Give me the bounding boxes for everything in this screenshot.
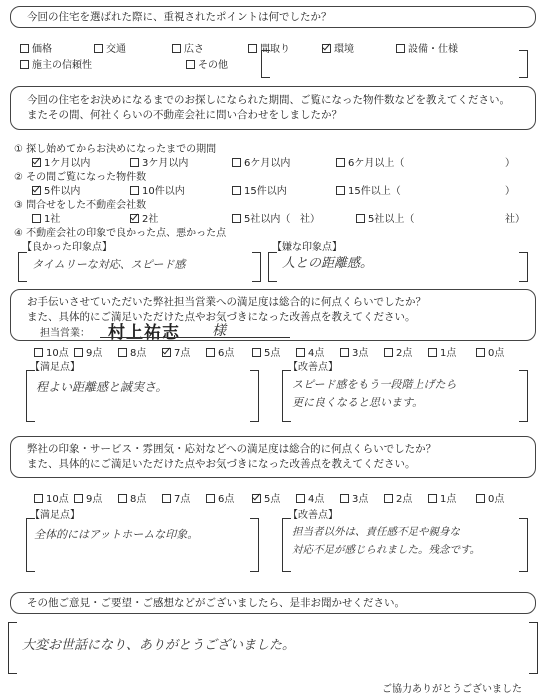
option-label: 8点 [130, 494, 147, 505]
sub1-opts-option [32, 154, 90, 169]
q4-scores-option [252, 490, 280, 505]
sub1-opts-option [232, 154, 290, 169]
option-label: 1社 [44, 214, 61, 225]
q4-satisfied-bracket-right [250, 518, 259, 572]
checkbox-icon[interactable] [186, 60, 195, 69]
sub3-opts-option [356, 210, 414, 225]
q5-box [10, 592, 536, 614]
checkbox-icon[interactable] [248, 44, 257, 53]
checkbox-icon[interactable] [162, 494, 171, 503]
sub3-unit2: 社） [505, 214, 525, 225]
checkbox-icon[interactable] [232, 186, 241, 195]
q3-scores-option [296, 344, 324, 359]
q5-question: その他ご意見・ご要望・ご感想などがございましたら、是非お聞かせください。 [27, 597, 405, 609]
checkbox-icon[interactable] [252, 348, 261, 357]
q4-scores-option [384, 490, 412, 505]
q4-scores-option [162, 490, 190, 505]
sub4-good-bracket-left [18, 252, 27, 282]
q1-opts-option [94, 40, 126, 55]
q4-box [10, 436, 536, 478]
checkbox-icon[interactable] [20, 60, 29, 69]
q2-box [10, 86, 536, 130]
q4-improve-bracket-left [282, 518, 291, 572]
option-label: 10点 [46, 494, 69, 505]
sub4-bad-label: 【嫌な印象点】 [272, 242, 342, 253]
checkbox-icon[interactable] [74, 348, 83, 357]
checkbox-icon[interactable] [396, 44, 405, 53]
q4-improve-text-2: 対応不足が感じられました。残念です。 [292, 544, 481, 556]
checkbox-icon[interactable] [336, 186, 345, 195]
checkbox-icon[interactable] [322, 44, 331, 53]
sub3-title: ③ 問合せをした不動産会社数 [14, 200, 147, 211]
q1-opts-option [186, 56, 228, 71]
sub2-opts-option [336, 182, 401, 197]
checkbox-icon[interactable] [130, 214, 139, 223]
sub2-title: ② その間ご覧になった物件数 [14, 172, 147, 183]
q4-improve-label: 【改善点】 [288, 510, 338, 521]
q3-scores-option [384, 344, 412, 359]
option-label: 4点 [308, 494, 325, 505]
q3-improve-label: 【改善点】 [288, 362, 338, 373]
checkbox-icon[interactable] [32, 158, 41, 167]
option-label: 4点 [308, 348, 325, 359]
option-label: 6点 [218, 348, 235, 359]
q4-satisfied-label: 【満足点】 [30, 510, 80, 521]
checkbox-icon[interactable] [340, 348, 349, 357]
footer-thanks: ご協力ありがとうございました [382, 684, 522, 695]
q3-satisfied-label: 【満足点】 [30, 362, 80, 373]
checkbox-icon[interactable] [206, 494, 215, 503]
sub1-close: ） [505, 158, 515, 169]
option-label: 施主の信頼性 [32, 60, 92, 71]
checkbox-icon[interactable] [162, 348, 171, 357]
option-label: 設備・仕様 [408, 44, 458, 55]
q4-scores-option [340, 490, 368, 505]
option-label: 2点 [396, 494, 413, 505]
q3-satisfied-text: 程よい距離感と誠実さ。 [36, 380, 168, 394]
checkbox-icon[interactable] [232, 158, 241, 167]
option-label: 10件以内 [142, 186, 185, 197]
checkbox-icon[interactable] [340, 494, 349, 503]
option-label: 3点 [352, 348, 369, 359]
checkbox-icon[interactable] [384, 348, 393, 357]
checkbox-icon[interactable] [118, 494, 127, 503]
option-label: 価格 [32, 44, 52, 55]
option-label: 8点 [130, 348, 147, 359]
option-label: 交通 [106, 44, 126, 55]
option-label: 1点 [440, 348, 457, 359]
q3-satisfied-bracket-left [26, 370, 35, 422]
sub3-opts-option [32, 210, 60, 225]
q1-opts-option [322, 40, 354, 55]
q2-line2: またその間、何社くらいの不動産会社に問い合わせをしましたか？ [27, 109, 342, 121]
q2-line1: 今回の住宅をお決めになるまでのお探しになられた期間、ご覧になった物件数などを教えてください。 [27, 94, 510, 106]
checkbox-icon[interactable] [34, 348, 43, 357]
q3-satisfied-bracket-right [250, 370, 259, 422]
q3-rep-underline [100, 337, 290, 338]
q3-improve-text-2: 更に良くなると思います。 [292, 396, 424, 409]
option-label: 5社以内（ [244, 214, 291, 225]
checkbox-icon[interactable] [118, 348, 127, 357]
sub3-opts-option [232, 210, 290, 225]
q3-scores-option [340, 344, 368, 359]
checkbox-icon[interactable] [476, 348, 485, 357]
q3-scores-option [206, 344, 234, 359]
q1-opts-option [396, 40, 458, 55]
q3-line2: また、具体的にご満足いただけた点やお気づきになった改善点を教えてください。 [27, 311, 416, 323]
q3-line1: お手伝いさせていただいた弊社担当営業への満足度は総合的に何点くらいでしたか？ [27, 296, 426, 308]
checkbox-icon[interactable] [428, 348, 437, 357]
q5-bracket-right [529, 622, 538, 674]
checkbox-icon[interactable] [130, 158, 139, 167]
checkbox-icon[interactable] [34, 494, 43, 503]
checkbox-icon[interactable] [32, 186, 41, 195]
checkbox-icon[interactable] [476, 494, 485, 503]
checkbox-icon[interactable] [336, 158, 345, 167]
q3-rep-suffix: 様 [212, 323, 226, 339]
option-label: 7点 [174, 348, 191, 359]
option-label: 2社 [142, 214, 159, 225]
checkbox-icon[interactable] [74, 494, 83, 503]
option-label: 5点 [264, 494, 281, 505]
q4-scores-option [118, 490, 146, 505]
checkbox-icon[interactable] [384, 494, 393, 503]
option-label: 15件以内 [244, 186, 287, 197]
q5-answer: 大変お世話になり、ありがとうございました。 [22, 638, 296, 653]
option-label: 3点 [352, 494, 369, 505]
option-label: 6点 [218, 494, 235, 505]
checkbox-icon[interactable] [20, 44, 29, 53]
option-label: 2点 [396, 348, 413, 359]
q4-scores-option [34, 490, 69, 505]
option-label: 環境 [334, 44, 354, 55]
checkbox-icon[interactable] [428, 494, 437, 503]
checkbox-icon[interactable] [252, 494, 261, 503]
option-label: 10点 [46, 348, 69, 359]
q3-scores-option [74, 344, 102, 359]
sub4-bad-text: 人との距離感。 [282, 256, 374, 271]
q3-improve-bracket-left [282, 370, 291, 422]
q4-improve-bracket-right [519, 518, 528, 572]
q4-scores-option [296, 490, 324, 505]
q4-scores-option [428, 490, 456, 505]
option-label: 1点 [440, 494, 457, 505]
q1-other-bracket-right [519, 50, 528, 78]
q1-box [10, 6, 536, 28]
sub4-good-label: 【良かった印象点】 [22, 242, 112, 253]
option-label: 0点 [488, 348, 505, 359]
q1-opts-option [20, 56, 92, 71]
option-label: 5点 [264, 348, 281, 359]
q3-rep-name: 村上祐志 [108, 323, 180, 343]
q1-question: 今回の住宅を選ばれた際に、重視されたポイントは何でしたか？ [27, 11, 332, 23]
option-label: 9点 [86, 348, 103, 359]
checkbox-icon[interactable] [130, 186, 139, 195]
sub4-title: ④ 不動産会社の印象で良かった点、悪かった点 [14, 228, 227, 239]
q3-scores-option [34, 344, 69, 359]
option-label: 1ケ月以内 [44, 158, 91, 169]
q4-line1: 弊社の印象・サービス・雰囲気・応対などへの満足度は総合的に何点くらいでしたか？ [27, 443, 437, 455]
checkbox-icon[interactable] [296, 348, 305, 357]
q3-scores-option [476, 344, 504, 359]
sub1-opts-option [336, 154, 404, 169]
sub1-title: ① 探し始めてからお決めになったまでの期間 [14, 144, 217, 155]
option-label: 9点 [86, 494, 103, 505]
sub4-bad-bracket-left [268, 252, 277, 282]
q3-improve-bracket-right [519, 370, 528, 422]
option-label: 6ケ月以上（ [348, 158, 405, 169]
q3-improve-text-1: スピード感をもう一段階上げたら [292, 378, 457, 391]
option-label: 3ケ月以内 [142, 158, 189, 169]
sub4-bad-bracket-right [519, 252, 528, 282]
q4-scores-option [476, 490, 504, 505]
sub1-opts-option [130, 154, 188, 169]
checkbox-icon[interactable] [356, 214, 365, 223]
checkbox-icon[interactable] [32, 214, 41, 223]
option-label: 5社以上（ [368, 214, 415, 225]
sub4-good-bracket-right [252, 252, 261, 282]
q1-opts-option [172, 40, 204, 55]
q3-rep-label: 担当営業： [40, 328, 90, 339]
q3-scores-option [118, 344, 146, 359]
checkbox-icon[interactable] [296, 494, 305, 503]
q5-bracket-left [8, 622, 17, 674]
q4-improve-text-1: 担当者以外は、責任感不足や親身な [292, 526, 460, 538]
q4-scores-option [74, 490, 102, 505]
sub3-unit1: 社） [300, 214, 320, 225]
q1-other-bracket-left [261, 50, 270, 78]
option-label: 5件以内 [44, 186, 81, 197]
checkbox-icon[interactable] [172, 44, 181, 53]
option-label: その他 [198, 60, 228, 71]
sub4-good-text: タイムリーな対応、スピード感 [32, 258, 186, 271]
option-label: 7点 [174, 494, 191, 505]
checkbox-icon[interactable] [232, 214, 241, 223]
option-label: 15件以上（ [348, 186, 401, 197]
q1-opts-option [20, 40, 52, 55]
q3-scores-option [162, 344, 190, 359]
sub2-opts-option [130, 182, 185, 197]
q4-satisfied-text: 全体的にはアットホームな印象。 [34, 528, 199, 541]
option-label: 広さ [184, 44, 204, 55]
sub2-opts-option [32, 182, 80, 197]
checkbox-icon[interactable] [94, 44, 103, 53]
sub2-opts-option [232, 182, 287, 197]
q4-scores-option [206, 490, 234, 505]
sub2-close: ） [505, 186, 515, 197]
option-label: 間取り [260, 44, 290, 55]
checkbox-icon[interactable] [206, 348, 215, 357]
sub3-opts-option [130, 210, 158, 225]
q3-scores-option [428, 344, 456, 359]
q4-line2: また、具体的にご満足いただけた点やお気づきになった改善点を教えてください。 [27, 458, 416, 470]
option-label: 0点 [488, 494, 505, 505]
option-label: 6ケ月以内 [244, 158, 291, 169]
q3-scores-option [252, 344, 280, 359]
